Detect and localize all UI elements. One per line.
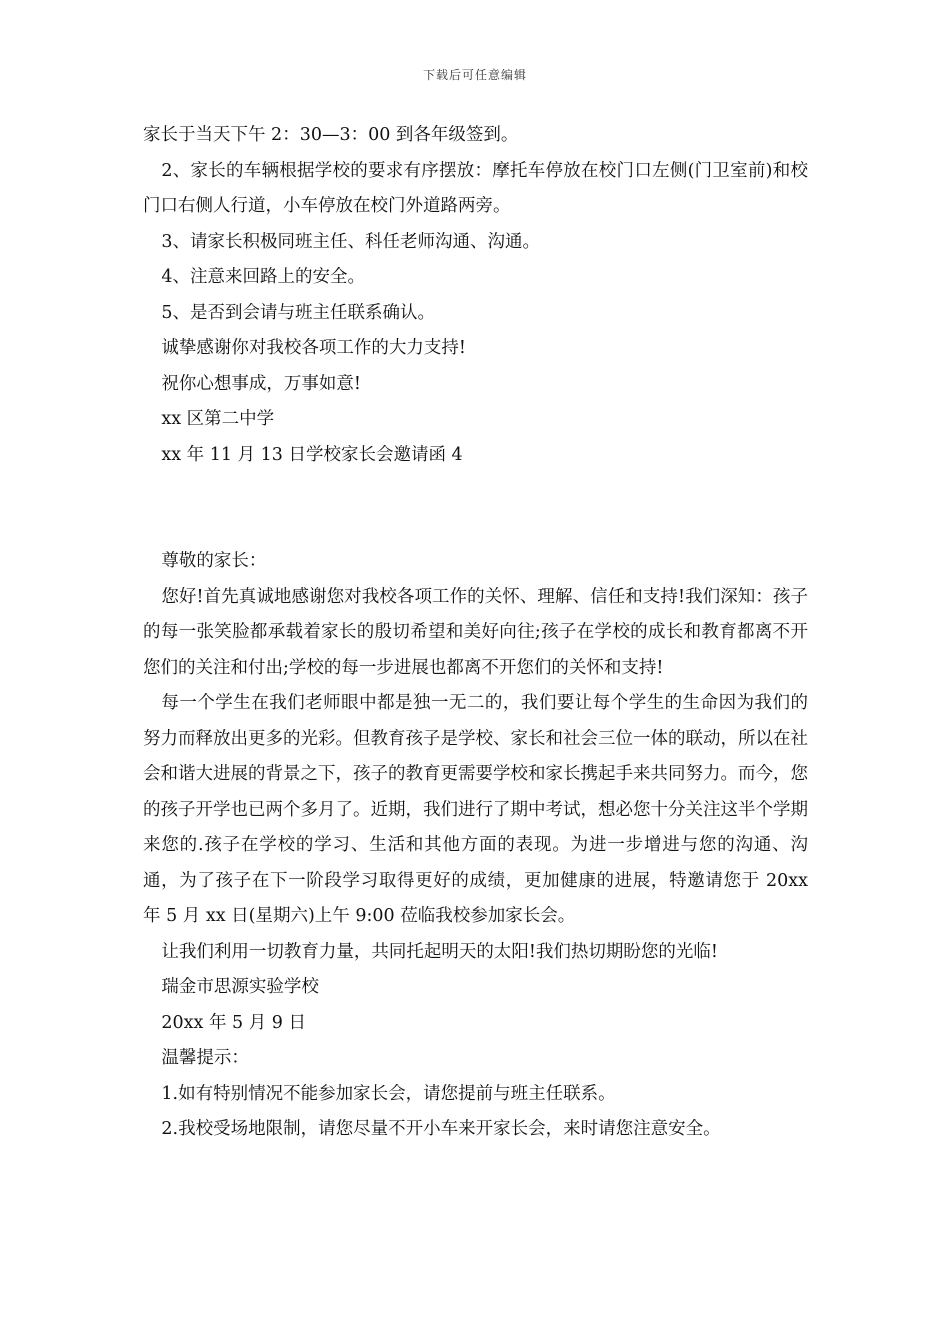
paragraph: 4、注意来回路上的安全。 xyxy=(161,267,366,287)
paragraph: 诚挚感谢你对我校各项工作的大力支持! xyxy=(161,338,466,358)
tip-item: 2.我校受场地限制，请您尽量不开小车来开家长会，来时请您注意安全。 xyxy=(161,1119,721,1139)
signature-date: 20xx 年 5 月 9 日 xyxy=(161,1012,306,1033)
paragraph: 3、请家长积极同班主任、科任老师沟通、沟通。 xyxy=(161,231,541,252)
page-header: 下载后可任意编辑 xyxy=(422,68,527,82)
signature-date: xx 年 11 月 13 日学校家长会邀请函 4 xyxy=(161,444,463,465)
signature-school: 瑞金市思源实验学校 xyxy=(161,977,319,997)
paragraph: 祝你心想事成，万事如意! xyxy=(161,373,361,394)
document-body xyxy=(143,118,808,1148)
paragraph: 每一个学生在我们老师眼中都是独一无二的，我们要让每个学生的生命因为我们的努力而释放出更多的光彩。但教育孩子是学校、家长和社会三位一体的联动，所以在社会和谐大进展的背景之下，孩子的教育更需要学校和家长携起手来共同努力。而今，您的孩子开学也已两个多月了。近期，我们进行了期中考试，想必您十分关注这半个学期来您的.孩子在学校的学习、生活和其他方面的表现。为进一步增进与您的沟通、沟通，为了孩子在下一阶段学习取得更好的成绩，更加健康的进展，特邀请您于 20xx 年 5 月 xx 日(星期六)上午 9:00 莅临我校参加家长会。 xyxy=(143,693,808,926)
paragraph: 您好!首先真诚地感谢您对我校各项工作的关怀、理解、信任和支持!我们深知：孩子的每一张笑脸都承载着家长的殷切希望和美好向往;孩子在学校的成长和教育都离不开您们的关注和付出;学校的每一步进展也都离不开您们的关怀和支持! xyxy=(143,586,808,678)
tips-heading: 温馨提示： xyxy=(161,1048,249,1068)
paragraph: 让我们利用一切教育力量，共同托起明天的太阳!我们热切期盼您的光临! xyxy=(161,941,718,962)
signature-school: xx 区第二中学 xyxy=(161,409,275,429)
paragraph: 5、是否到会请与班主任联系确认。 xyxy=(161,302,436,323)
tip-item: 1.如有特别情况不能参加家长会，请您提前与班主任联系。 xyxy=(161,1083,616,1104)
greeting: 尊敬的家长： xyxy=(161,551,267,571)
paragraph: 2、家长的车辆根据学校的要求有序摆放：摩托车停放在校门口左侧(门卫室前)和校门口右侧人行道，小车停放在校门外道路两旁。 xyxy=(143,160,808,216)
paragraph: 家长于当天下午 2：30—3：00 到各年级签到。 xyxy=(143,125,519,145)
section-gap xyxy=(143,473,808,544)
